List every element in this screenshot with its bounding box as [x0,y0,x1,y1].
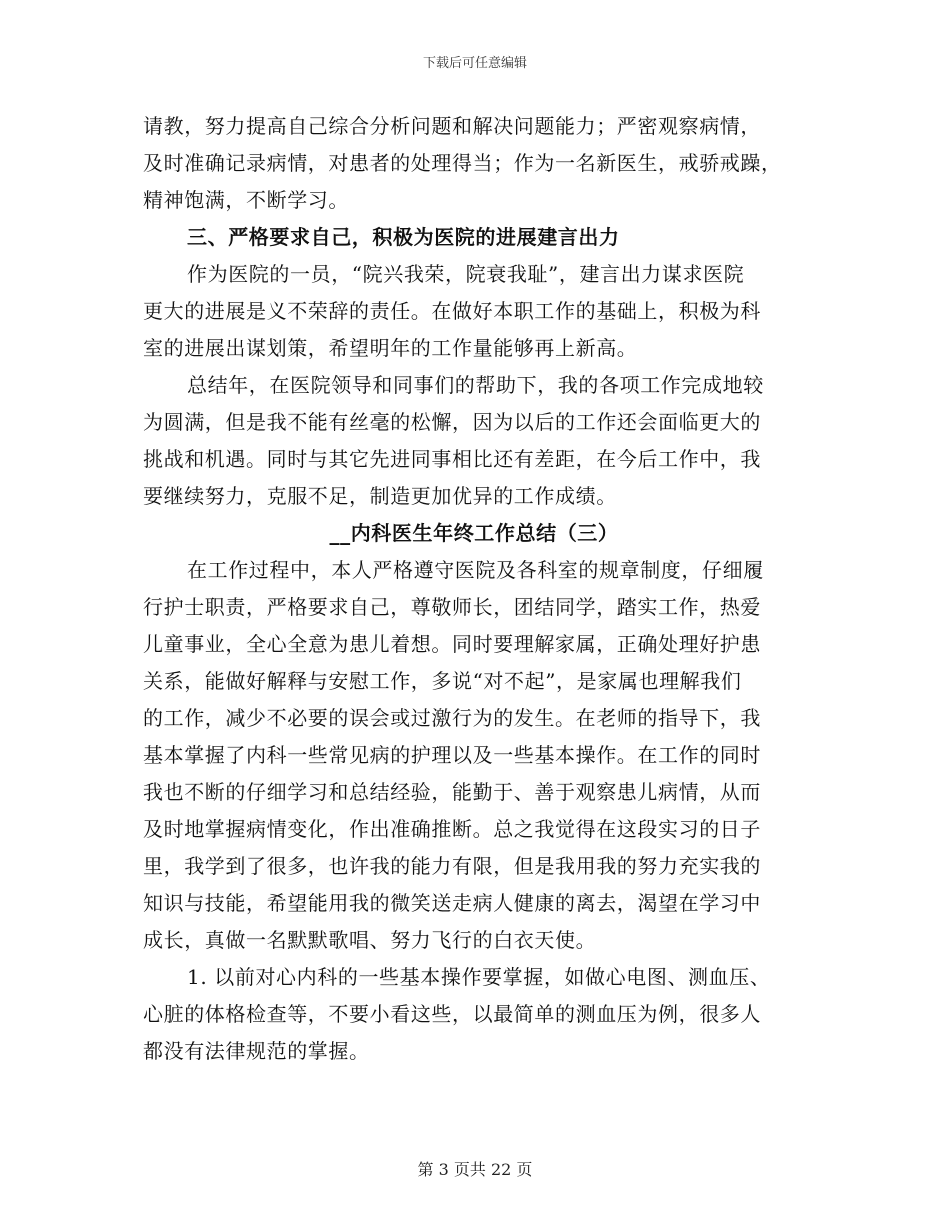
page-number: 第 3 页共 22 页 [417,1160,533,1179]
body-line: 及时准确记录病情，对患者的处理得当；作为一名新医生，戒骄戒躁， [143,151,782,175]
document-body [143,108,805,1070]
body-line: 行护士职责，严格要求自己，尊敬师长，团结同学，踏实工作，热爱 [143,595,761,619]
list-item-first-line: 1. 以前对心内科的一些基本操作要掌握，如做心电图、测血压、 [187,965,771,989]
paragraph-first-line: 作为医院的一员，“院兴我荣，院衰我耻”，建言出力谋求医院 [187,262,745,286]
body-line: 心脏的体格检查等，不要小看这些，以最简单的测血压为例，很多人 [143,1002,761,1026]
body-line: 为圆满，但是我不能有丝毫的松懈，因为以后的工作还会面临更大的 [143,410,761,434]
body-line: 要继续努力，克服不足，制造更加优异的工作成绩。 [143,484,617,508]
body-line: 我也不断的仔细学习和总结经验，能勤于、善于观察患儿病情，从而 [143,780,761,804]
body-line: 及时地掌握病情变化，作出准确推断。总之我觉得在这段实习的日子 [143,817,761,841]
body-line: 成长，真做一名默默歌唱、努力飞行的白衣天使。 [143,928,597,952]
body-line: 儿童事业，全心全意为患儿着想。同时要理解家属，正确处理好护患 [143,632,761,656]
body-line: 里，我学到了很多，也许我的能力有限，但是我用我的努力充实我的 [143,854,761,878]
body-line: 关系，能做好解释与安慰工作，多说“对不起”，是家属也理解我们 [143,669,742,693]
paragraph-first-line: 在工作过程中，本人严格遵守医院及各科室的规章制度，仔细履 [187,558,764,582]
body-line: 的工作，减少不必要的误会或过激行为的发生。在老师的指导下，我 [143,706,761,730]
body-line: 都没有法律规范的掌握。 [143,1039,370,1063]
body-line: 更大的进展是义不荣辞的责任。在做好本职工作的基础上，积极为科 [143,299,761,323]
body-line: 挑战和机遇。同时与其它先进同事相比还有差距，在今后工作中，我 [143,447,761,471]
section-heading: 三、严格要求自己，积极为医院的进展建言出力 [187,225,620,249]
body-line: 知识与技能，希望能用我的微笑送走病人健康的离去，渴望在学习中 [143,891,761,915]
body-line: 室的进展出谋划策，希望明年的工作量能够再上新高。 [143,336,638,360]
body-line: 基本掌握了内科一些常见病的护理以及一些基本操作。在工作的同时 [143,743,761,767]
page-header: 下载后可任意编辑 [422,56,527,71]
paragraph-first-line: 总结年，在医院领导和同事们的帮助下，我的各项工作完成地较 [187,373,764,397]
body-line: 精神饱满，不断学习。 [143,188,349,212]
document-subtitle: __内科医生年终工作总结（三） [329,521,619,545]
body-line: 请教，努力提高自己综合分析问题和解决问题能力；严密观察病情， [143,114,761,138]
